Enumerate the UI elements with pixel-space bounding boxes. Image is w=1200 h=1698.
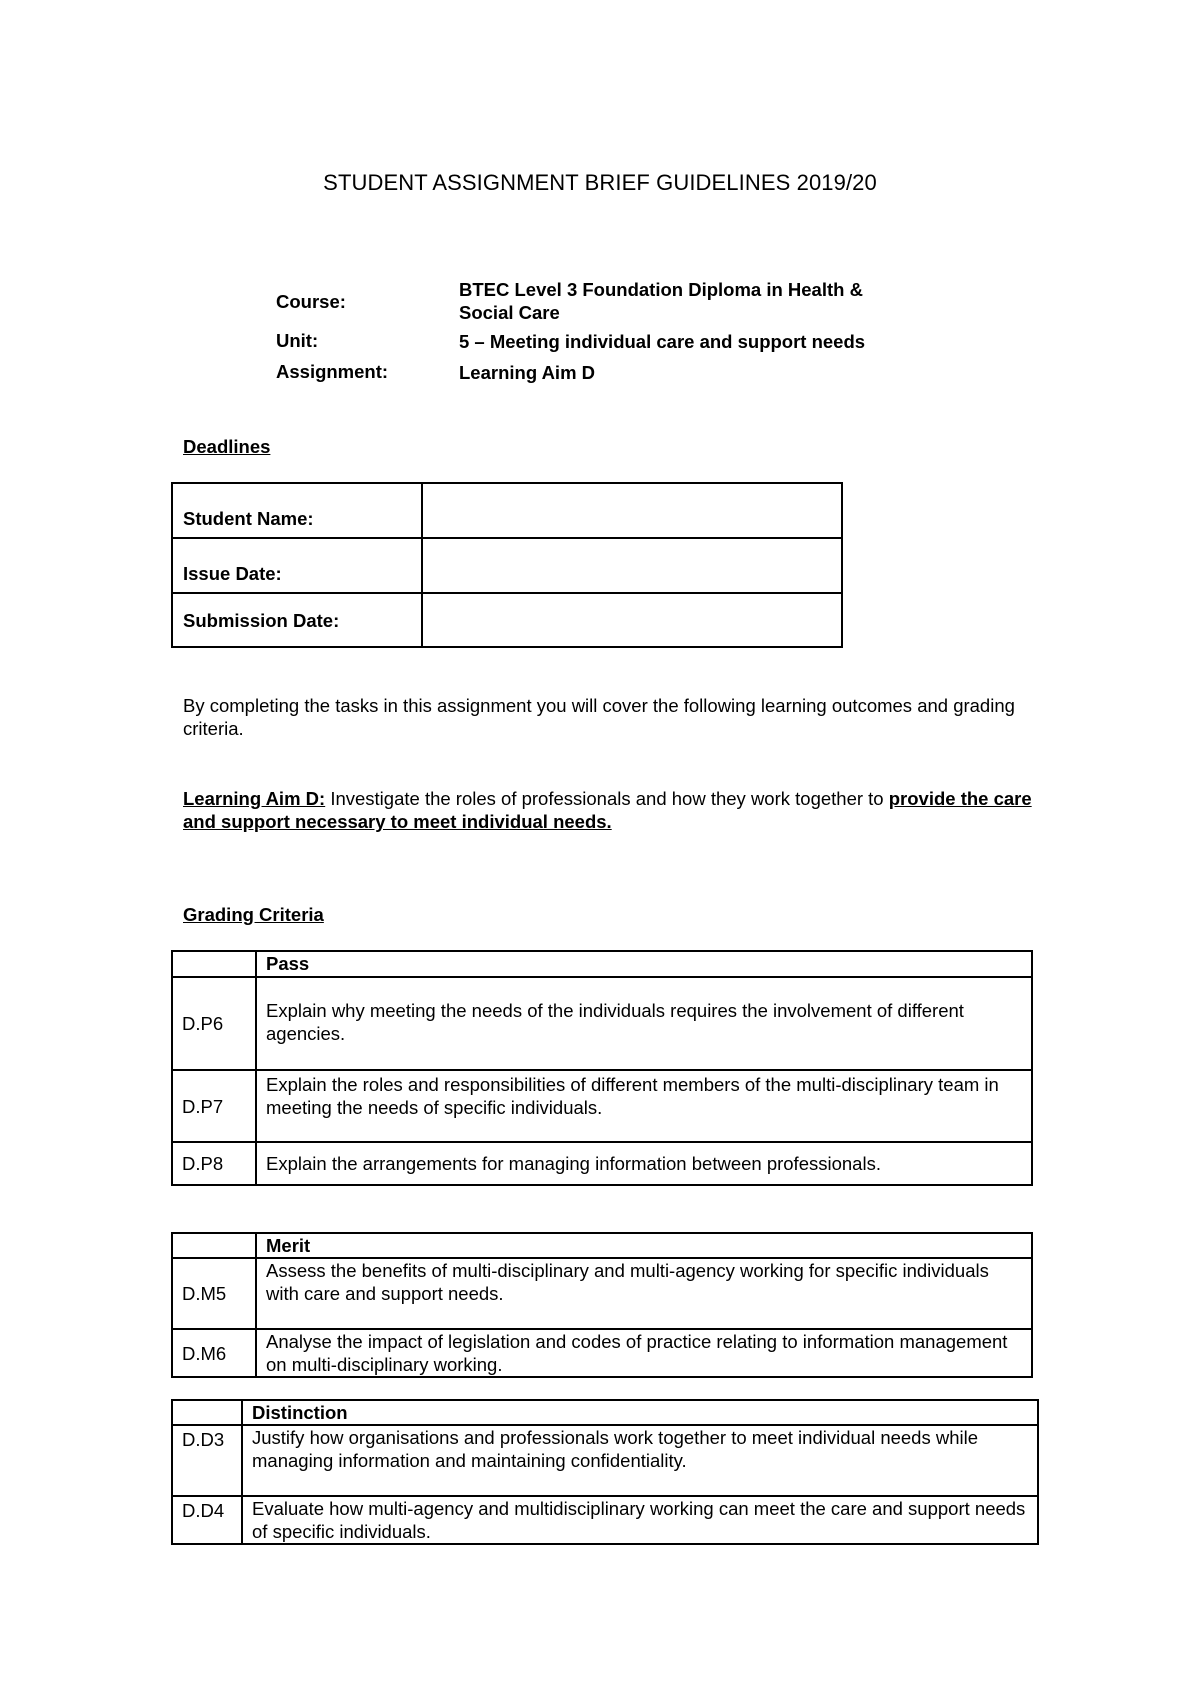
criteria-text: Justify how organisations and professionals work together to meet individual needs while managing information and maintaining confidentiality.: [242, 1425, 1038, 1496]
empty-header-cell: [172, 951, 256, 977]
table-row: [172, 977, 1032, 1070]
criteria-text: Explain why meeting the needs of the individuals requires the involvement of different agencies.: [256, 977, 1032, 1070]
table-header-row: [172, 951, 1032, 977]
table-row: [172, 1496, 1038, 1544]
deadlines-table: [171, 482, 843, 648]
learning-aim-bold-text: provide the care and support necessary to meet individual needs.: [183, 788, 1032, 832]
submission-date-field[interactable]: [422, 593, 842, 647]
merit-header: Merit: [256, 1233, 1032, 1258]
table-row: [172, 1425, 1038, 1496]
criteria-code: D.M6: [172, 1329, 256, 1377]
course-value: BTEC Level 3 Foundation Diploma in Health & Social Care: [459, 279, 863, 323]
criteria-text: Evaluate how multi-agency and multidisciplinary working can meet the care and support needs of specific individuals.: [242, 1496, 1038, 1544]
learning-aim-text: Investigate the roles of professionals and how they work together to: [325, 788, 889, 809]
table-row: [172, 1329, 1032, 1377]
deadline-label: Submission Date:: [172, 593, 422, 647]
distinction-header: Distinction: [242, 1400, 1038, 1425]
assignment-value: Learning Aim D: [459, 362, 596, 383]
distinction-criteria-table: [171, 1399, 1039, 1545]
criteria-code: D.P8: [172, 1142, 256, 1185]
learning-aim-paragraph: [183, 787, 1043, 833]
pass-header: Pass: [256, 951, 1032, 977]
deadline-label: Student Name:: [172, 483, 422, 538]
criteria-text: Explain the roles and responsibilities of different members of the multi-disciplinary team in meeting the needs of specific individuals.: [256, 1070, 1032, 1142]
table-row: [172, 1142, 1032, 1185]
deadline-row-student-name: [172, 483, 842, 538]
empty-header-cell: [172, 1233, 256, 1258]
merit-criteria-table: [171, 1232, 1033, 1378]
unit-label: Unit:: [276, 330, 319, 351]
course-label: Course:: [276, 291, 346, 312]
assignment-label: Assignment:: [276, 361, 389, 382]
intro-paragraph: By completing the tasks in this assignment you will cover the following learning outcomes and grading criteria.: [183, 695, 1015, 739]
deadlines-heading: Deadlines: [183, 436, 271, 457]
empty-header-cell: [172, 1400, 242, 1425]
deadline-row-issue-date: [172, 538, 842, 593]
criteria-code: D.P7: [172, 1070, 256, 1142]
student-name-field[interactable]: [422, 483, 842, 538]
deadline-row-submission-date: [172, 593, 842, 647]
issue-date-field[interactable]: [422, 538, 842, 593]
pass-criteria-table: [171, 950, 1033, 1186]
unit-value: 5 – Meeting individual care and support needs: [459, 331, 866, 352]
table-row: [172, 1070, 1032, 1142]
criteria-code: D.P6: [172, 977, 256, 1070]
criteria-text: Analyse the impact of legislation and codes of practice relating to information management on multi-disciplinary working.: [256, 1329, 1032, 1377]
document-title: STUDENT ASSIGNMENT BRIEF GUIDELINES 2019/20: [323, 170, 877, 195]
table-row: [172, 1258, 1032, 1329]
criteria-code: D.M5: [172, 1258, 256, 1329]
deadline-label: Issue Date:: [172, 538, 422, 593]
table-header-row: [172, 1400, 1038, 1425]
criteria-text: Explain the arrangements for managing information between professionals.: [256, 1142, 1032, 1185]
criteria-code: D.D4: [172, 1496, 242, 1544]
criteria-code: D.D3: [172, 1425, 242, 1496]
learning-aim-label: Learning Aim D:: [183, 788, 326, 809]
criteria-text: Assess the benefits of multi-disciplinary and multi-agency working for specific individuals with care and support needs.: [256, 1258, 1032, 1329]
table-header-row: [172, 1233, 1032, 1258]
grading-criteria-heading: Grading Criteria: [183, 904, 324, 925]
